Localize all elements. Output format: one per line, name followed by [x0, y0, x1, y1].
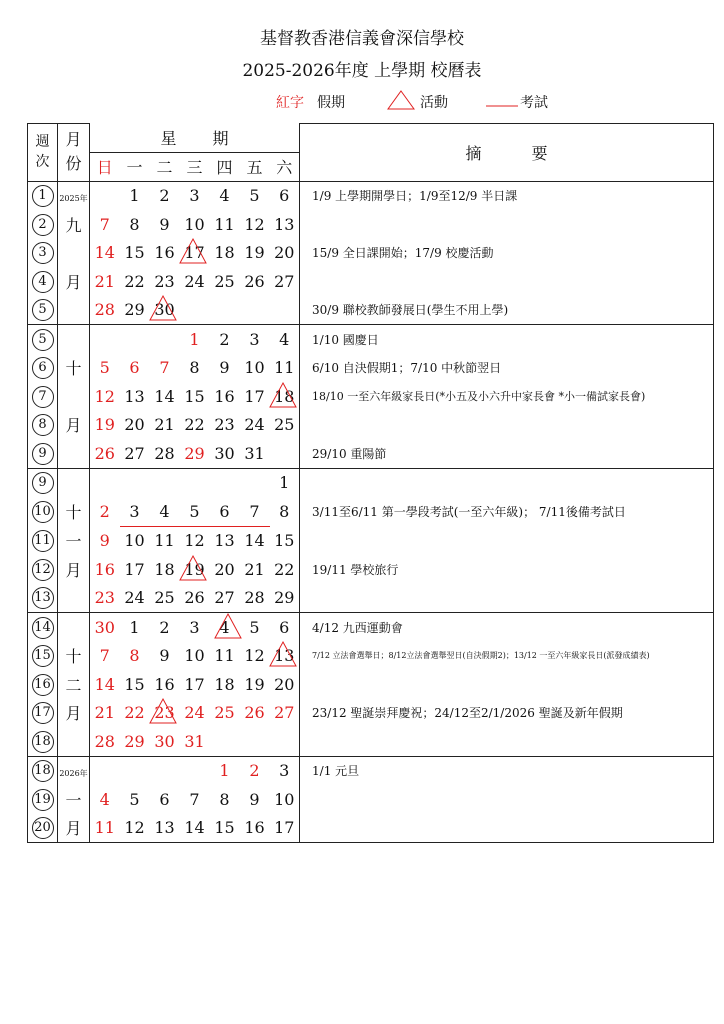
- summary-note: [300, 468, 714, 497]
- calendar-day: 15: [124, 243, 145, 263]
- calendar-day: 4: [219, 186, 230, 206]
- calendar-day: 31: [244, 443, 265, 463]
- calendar-week-row: [28, 584, 714, 613]
- calendar-day: 24: [184, 271, 205, 291]
- calendar-week-row: [28, 785, 714, 814]
- calendar-day: 1: [129, 617, 140, 637]
- week-number: 2: [32, 214, 54, 236]
- summary-note: [300, 670, 714, 699]
- calendar-week-row: [28, 468, 714, 497]
- summary-note: 29/10 重陽節: [300, 439, 714, 468]
- calendar-day: 17: [184, 674, 205, 694]
- calendar-day: 7: [249, 501, 260, 521]
- summary-note: [300, 526, 714, 555]
- calendar-day: 26: [244, 271, 265, 291]
- month-char: 月: [65, 704, 82, 724]
- calendar-day: 5: [249, 186, 260, 206]
- calendar-day: 5: [129, 789, 140, 809]
- calendar-day: 29: [124, 300, 145, 320]
- summary-note: 4/12 九西運動會: [300, 613, 714, 642]
- school-name: 基督教香港信義會深信學校: [260, 29, 464, 49]
- week-number: 5: [32, 329, 54, 351]
- activity-day: 23: [154, 703, 175, 723]
- summary-note: [300, 267, 714, 296]
- month-char: 月: [65, 560, 82, 580]
- summary-note: 18/10 一至六年級家長日(*小五及小六升中家長會 *小一備試家長會): [300, 382, 714, 411]
- calendar-day: 10: [184, 214, 205, 234]
- calendar-day: 20: [214, 559, 235, 579]
- calendar-day: 15: [184, 386, 205, 406]
- calendar-day: 16: [154, 243, 175, 263]
- week-number: 18: [32, 760, 54, 782]
- calendar-day: 8: [219, 789, 230, 809]
- week-number: 3: [32, 242, 54, 264]
- summary-note: 1/10 國慶日: [300, 325, 714, 354]
- holiday-day: 2: [249, 761, 260, 781]
- calendar-day: 14: [184, 818, 205, 838]
- holiday-day: 14: [94, 243, 115, 263]
- holiday-day: 30: [154, 731, 175, 751]
- calendar-week-row: [28, 727, 714, 756]
- calendar-day: 23: [154, 271, 175, 291]
- calendar-day: 21: [154, 415, 175, 435]
- calendar-day: 10: [274, 789, 295, 809]
- calendar-day: 4: [159, 501, 170, 521]
- calendar-week-row: [28, 699, 714, 728]
- weekday-header-5: 五: [240, 152, 270, 181]
- summary-note: [300, 584, 714, 613]
- calendar-day: 2: [219, 329, 230, 349]
- calendar-day: 24: [124, 588, 145, 608]
- calendar-day: 5: [249, 617, 260, 637]
- week-number: 15: [32, 645, 54, 667]
- calendar-day: 28: [244, 588, 265, 608]
- activity-triangle-icon: [269, 641, 297, 667]
- calendar-week-row: [28, 210, 714, 239]
- weekday-header-2: 二: [150, 152, 180, 181]
- calendar-week-row: [28, 267, 714, 296]
- summary-note: [300, 210, 714, 239]
- summary-note: 7/12 立法會選舉日；8/12立法會選舉翌日(自決假期2)；13/12 一至六年級家長日(派發成績表): [300, 642, 714, 671]
- calendar-week-row: [28, 181, 714, 210]
- week-header: 週 次: [28, 124, 58, 182]
- calendar-day: 27: [274, 271, 295, 291]
- calendar-week-row: [28, 555, 714, 584]
- summary-note: 1/9 上學期開學日；1/9至12/9 半日課: [300, 181, 714, 210]
- calendar-week-row: [28, 613, 714, 642]
- calendar-week-row: [28, 526, 714, 555]
- activity-triangle-icon: [214, 613, 242, 639]
- holiday-day: 7: [99, 646, 110, 666]
- calendar-day: 12: [184, 531, 205, 551]
- calendar-week-row: [28, 382, 714, 411]
- activity-day: 30: [154, 300, 175, 320]
- week-number: 13: [32, 587, 54, 609]
- calendar-day: 10: [124, 531, 145, 551]
- calendar-day: 13: [154, 818, 175, 838]
- legend-red-text: 紅字: [276, 95, 304, 111]
- holiday-day: 21: [94, 703, 115, 723]
- calendar-week-row: [28, 642, 714, 671]
- summary-note: [300, 411, 714, 440]
- activity-day: 17: [184, 243, 205, 263]
- week-number: 19: [32, 789, 54, 811]
- holiday-day: 21: [94, 271, 115, 291]
- month-char: 一: [65, 790, 82, 810]
- calendar-day: 20: [274, 243, 295, 263]
- holiday-day: 2: [99, 502, 110, 521]
- summary-header: 摘 要: [300, 124, 714, 182]
- calendar-day: 19: [244, 674, 265, 694]
- summary-note: 30/9 聯校教師發展日(學生不用上學): [300, 296, 714, 325]
- week-number: 11: [32, 530, 54, 552]
- calendar-week-row: [28, 670, 714, 699]
- calendar-day: 3: [189, 617, 200, 637]
- holiday-day: 7: [159, 358, 170, 378]
- week-number: 6: [32, 357, 54, 379]
- calendar-day: 19: [244, 243, 265, 263]
- week-number: 4: [32, 271, 54, 293]
- calendar-day: 25: [214, 271, 235, 291]
- calendar-day: 22: [274, 559, 295, 579]
- month-char: 十: [65, 503, 82, 522]
- calendar-day: 13: [124, 386, 145, 406]
- month-char: 一: [65, 532, 82, 551]
- holiday-day: 25: [214, 703, 235, 723]
- calendar-day: 20: [274, 674, 295, 694]
- activity-triangle-icon: [179, 238, 207, 264]
- calendar-day: 13: [274, 214, 295, 234]
- calendar-day: 12: [244, 646, 265, 666]
- activity-triangle-icon: [149, 295, 177, 321]
- week-number: 1: [32, 185, 54, 207]
- week-number: 12: [32, 559, 54, 581]
- week-number: 20: [32, 817, 54, 839]
- calendar-day: 30: [214, 443, 235, 463]
- calendar-day: 7: [189, 789, 200, 809]
- month-char: 月: [65, 819, 82, 839]
- summary-note: 3/11至6/11 第一學段考試(一至六年級)； 7/11後備考試日: [300, 497, 714, 526]
- week-number: 9: [32, 472, 54, 494]
- calendar-week-row: [28, 497, 714, 526]
- calendar-day: 25: [154, 588, 175, 608]
- calendar-day: 18: [214, 674, 235, 694]
- week-number: 16: [32, 674, 54, 696]
- activity-day: 13: [274, 646, 295, 666]
- calendar-day: 20: [124, 415, 145, 435]
- weekday-group-header: 星 期: [90, 124, 300, 153]
- holiday-day: 12: [94, 386, 115, 406]
- calendar-day: 27: [214, 588, 235, 608]
- calendar-week-row: [28, 814, 714, 843]
- calendar-day: 23: [214, 415, 235, 435]
- activity-day: 18: [274, 386, 295, 406]
- holiday-day: 14: [94, 674, 115, 694]
- week-number: 5: [32, 299, 54, 321]
- activity-triangle-icon: [179, 555, 207, 581]
- weekday-header-1: 一: [120, 152, 150, 181]
- calendar-day: 12: [124, 818, 145, 838]
- calendar-day: 16: [214, 386, 235, 406]
- holiday-day: 6: [129, 358, 140, 378]
- calendar-day: 9: [159, 646, 170, 666]
- holiday-day: 19: [94, 415, 115, 435]
- calendar-day: 3: [189, 186, 200, 206]
- legend: [0, 90, 724, 114]
- summary-note: [300, 814, 714, 843]
- activity-day: 19: [184, 559, 205, 579]
- holiday-day: 5: [99, 358, 110, 378]
- summary-note: 15/9 全日課開始；17/9 校慶活動: [300, 239, 714, 268]
- calendar-day: 24: [244, 415, 265, 435]
- weekday-header-4: 四: [210, 152, 240, 181]
- calendar-day: 17: [244, 386, 265, 406]
- calendar-day: 6: [279, 186, 290, 206]
- calendar-week-row: [28, 239, 714, 268]
- summary-note: [300, 727, 714, 756]
- calendar-day: 16: [244, 818, 265, 838]
- week-number: 9: [32, 443, 54, 465]
- calendar-day: 9: [159, 214, 170, 234]
- calendar-day: 10: [244, 358, 265, 378]
- year-label: 2026年: [59, 769, 88, 779]
- holiday-day: 29: [124, 731, 145, 751]
- month-char: 九: [65, 215, 82, 235]
- calendar-day: 11: [274, 358, 295, 378]
- holiday-day: 28: [94, 731, 115, 751]
- calendar-day: 16: [154, 674, 175, 694]
- holiday-day: 11: [94, 818, 115, 838]
- calendar-day: 6: [279, 617, 290, 637]
- calendar-day: 3: [279, 761, 290, 781]
- activity-triangle-icon: [269, 382, 297, 408]
- calendar-day: 18: [154, 559, 175, 579]
- calendar-day: 11: [154, 531, 175, 551]
- calendar-day: 8: [189, 358, 200, 378]
- legend-triangle-icon: [387, 90, 415, 110]
- week-number: 8: [32, 414, 54, 436]
- calendar-day: 17: [274, 818, 295, 838]
- week-number: 10: [32, 501, 54, 523]
- holiday-day: 28: [94, 300, 115, 320]
- calendar-day: 11: [214, 646, 235, 666]
- weekday-header-0: 日: [90, 152, 120, 181]
- calendar-day: 6: [219, 501, 230, 521]
- calendar-day: 17: [124, 559, 145, 579]
- calendar-day: 12: [244, 214, 265, 234]
- calendar-day: 26: [184, 588, 205, 608]
- calendar-day: 22: [124, 271, 145, 291]
- calendar-day: 21: [244, 559, 265, 579]
- calendar-day: 8: [129, 214, 140, 234]
- summary-note: 19/11 學校旅行: [300, 555, 714, 584]
- holiday-day: 30: [94, 617, 115, 637]
- holiday-day: 4: [99, 789, 110, 809]
- calendar-day: 5: [189, 501, 200, 521]
- weekday-header-6: 六: [270, 152, 300, 181]
- summary-note: 23/12 聖誕崇拜慶祝；24/12至2/1/2026 聖誕及新年假期: [300, 699, 714, 728]
- calendar-week-row: [28, 411, 714, 440]
- calendar-day: 15: [274, 531, 295, 550]
- month-header: 月 份: [58, 124, 90, 182]
- legend-activity-label: 活動: [420, 95, 448, 111]
- month-char: 十: [65, 647, 82, 667]
- calendar-day: 15: [214, 818, 235, 838]
- holiday-day: 8: [129, 646, 140, 666]
- calendar-week-row: [28, 354, 714, 383]
- calendar-day: 9: [219, 358, 230, 378]
- calendar-day: 15: [124, 674, 145, 694]
- calendar-day: 1: [129, 186, 140, 206]
- week-number: 14: [32, 617, 54, 639]
- month-char: 月: [65, 272, 82, 292]
- calendar-day: 27: [124, 443, 145, 463]
- month-char: 二: [65, 675, 82, 695]
- holiday-day: 1: [189, 329, 200, 349]
- calendar-day: 2: [159, 617, 170, 637]
- holiday-day: 23: [94, 588, 115, 608]
- calendar-day: 14: [244, 531, 265, 551]
- calendar-day: 10: [184, 646, 205, 666]
- school-calendar-table: [27, 123, 714, 843]
- calendar-week-row: [28, 439, 714, 468]
- holiday-day: 1: [219, 761, 230, 781]
- calendar-day: 22: [184, 415, 205, 435]
- month-char: 十: [65, 359, 82, 379]
- calendar-day: 8: [279, 502, 290, 521]
- activity-day: 4: [219, 617, 230, 637]
- calendar-day: 1: [279, 473, 290, 493]
- holiday-day: 16: [94, 559, 115, 579]
- week-number: 17: [32, 702, 54, 724]
- calendar-day: 28: [154, 443, 175, 463]
- holiday-day: 27: [274, 703, 295, 723]
- legend-holiday-label: 假期: [317, 95, 345, 111]
- calendar-day: 25: [274, 415, 295, 435]
- calendar-day: 3: [249, 329, 260, 349]
- holiday-day: 9: [99, 531, 110, 550]
- holiday-day: 29: [184, 443, 205, 463]
- weekday-header-3: 三: [180, 152, 210, 181]
- calendar-day: 11: [214, 214, 235, 234]
- summary-note: 6/10 自決假期1；7/10 中秋節翌日: [300, 354, 714, 383]
- calendar-title: 2025-2026年度 上學期 校曆表: [242, 61, 482, 81]
- holiday-day: 26: [244, 703, 265, 723]
- calendar-day: 3: [129, 501, 140, 521]
- year-label: 2025年: [59, 194, 88, 204]
- week-number: 18: [32, 731, 54, 753]
- calendar-day: 18: [214, 243, 235, 263]
- activity-triangle-icon: [149, 698, 177, 724]
- calendar-week-row: [28, 756, 714, 785]
- calendar-day: 2: [159, 186, 170, 206]
- month-char: 月: [65, 416, 82, 436]
- calendar-week-row: [28, 296, 714, 325]
- legend-exam-label: 考試: [520, 95, 548, 111]
- week-number: 7: [32, 386, 54, 408]
- holiday-day: 31: [184, 731, 205, 751]
- summary-note: 1/1 元旦: [300, 756, 714, 785]
- calendar-day: 4: [279, 329, 290, 349]
- calendar-day: 29: [274, 588, 295, 608]
- calendar-day: 6: [159, 789, 170, 809]
- calendar-day: 13: [214, 531, 235, 551]
- holiday-day: 24: [184, 703, 205, 723]
- holiday-day: 26: [94, 443, 115, 463]
- legend-underline-icon: [486, 104, 518, 108]
- holiday-day: 22: [124, 703, 145, 723]
- calendar-day: 14: [154, 386, 175, 406]
- calendar-day: 9: [249, 789, 260, 809]
- holiday-day: 7: [99, 214, 110, 234]
- summary-note: [300, 785, 714, 814]
- calendar-week-row: [28, 325, 714, 354]
